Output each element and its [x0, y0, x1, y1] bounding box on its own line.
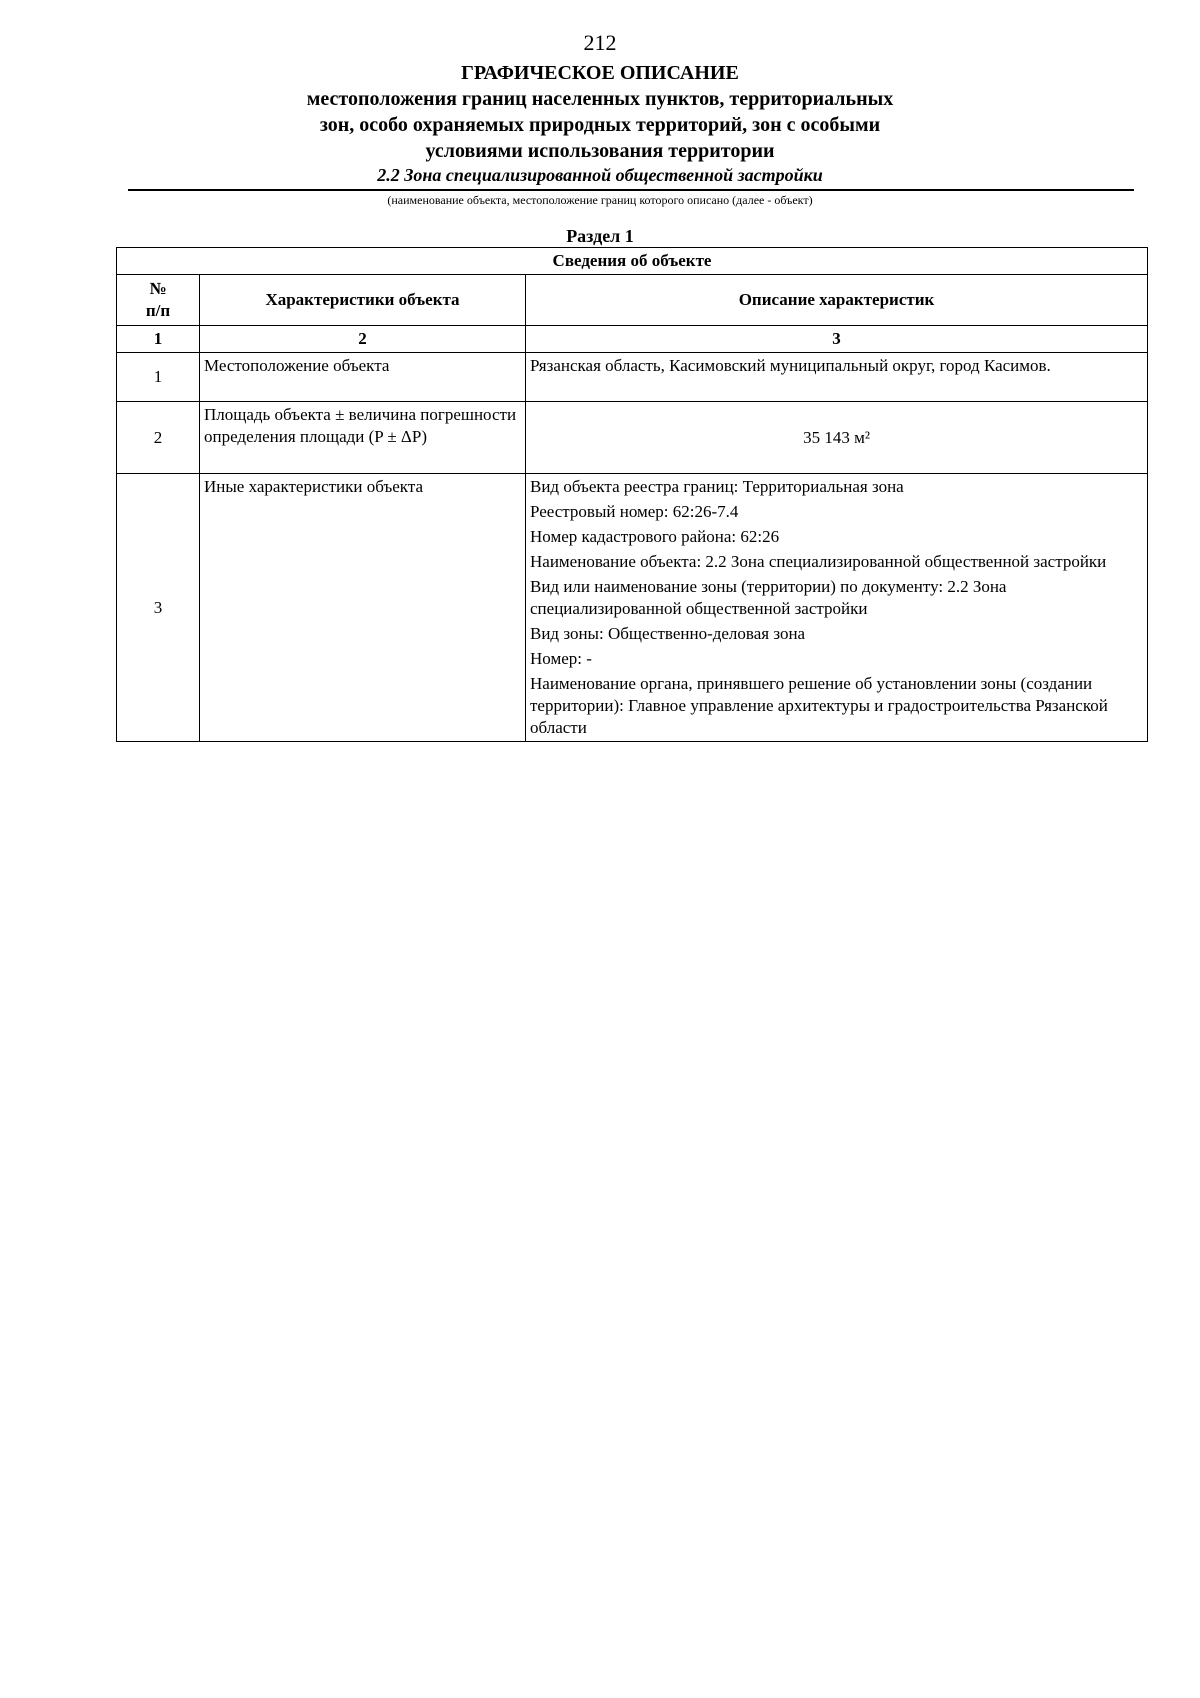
column-number: 2 — [200, 326, 526, 353]
row-characteristic: Иные характеристики объекта — [200, 474, 526, 742]
table-caption: Сведения об объекте — [117, 248, 1148, 275]
table-row — [117, 402, 1148, 474]
object-name: 2.2 Зона специализированной общественной застройки — [377, 165, 823, 185]
table-caption-row — [117, 248, 1148, 275]
description-line: Номер: - — [530, 649, 592, 668]
description-line: Наименование объекта: 2.2 Зона специализированной общественной застройки — [530, 552, 1107, 571]
column-number: 1 — [117, 326, 200, 353]
subtitle-line-1: местоположения границ населенных пунктов, территориальных — [306, 88, 894, 110]
main-title: ГРАФИЧЕСКОЕ ОПИСАНИЕ — [461, 62, 739, 84]
row-index: 3 — [117, 474, 200, 742]
object-info-table — [116, 247, 1148, 742]
description-line: Наименование органа, принявшего решение об установлении зоны (создании территории): Главное управление архитектуры и градостроительства Рязанской области — [530, 674, 1108, 737]
row-characteristic: Местоположение объекта — [200, 353, 526, 402]
header-characteristic: Характеристики объекта — [200, 275, 526, 326]
description-line: Вид или наименование зоны (территории) по документу: 2.2 Зона специализированной общественной застройки — [530, 577, 1007, 618]
object-name-underline — [128, 189, 1134, 191]
description-line: Вид зоны: Общественно-деловая зона — [530, 624, 806, 643]
row-index: 1 — [117, 353, 200, 402]
row-characteristic: Площадь объекта ± величина погрешности определения площади (P ± ΔP) — [200, 402, 526, 474]
section-title: Раздел 1 — [566, 226, 634, 246]
table-row — [117, 353, 1148, 402]
description-line: Вид объекта реестра границ: Территориальная зона — [530, 477, 904, 496]
page-number: 212 — [583, 30, 617, 55]
table-row — [117, 474, 1148, 742]
column-number: 3 — [526, 326, 1148, 353]
subtitle-line-3: условиями использования территории — [425, 140, 775, 162]
header-description: Описание характеристик — [526, 275, 1148, 326]
description-line: Номер кадастрового района: 62:26 — [530, 527, 780, 546]
subtitle-line-2: зон, особо охраняемых природных территорий, зон с особыми — [319, 114, 881, 136]
area-value: 35 143 м² — [526, 402, 1148, 474]
row-description: Рязанская область, Касимовский муниципальный округ, город Касимов. — [526, 353, 1148, 402]
table-header-row — [117, 275, 1148, 326]
document-title-block — [0, 60, 1200, 164]
column-number-row — [117, 326, 1148, 353]
row-index: 2 — [117, 402, 200, 474]
object-caption: (наименование объекта, местоположение границ которого описано (далее - объект) — [387, 193, 813, 207]
row-description-list — [526, 474, 1148, 742]
header-index: № п/п — [117, 275, 200, 326]
description-line: Реестровый номер: 62:26-7.4 — [530, 502, 739, 521]
